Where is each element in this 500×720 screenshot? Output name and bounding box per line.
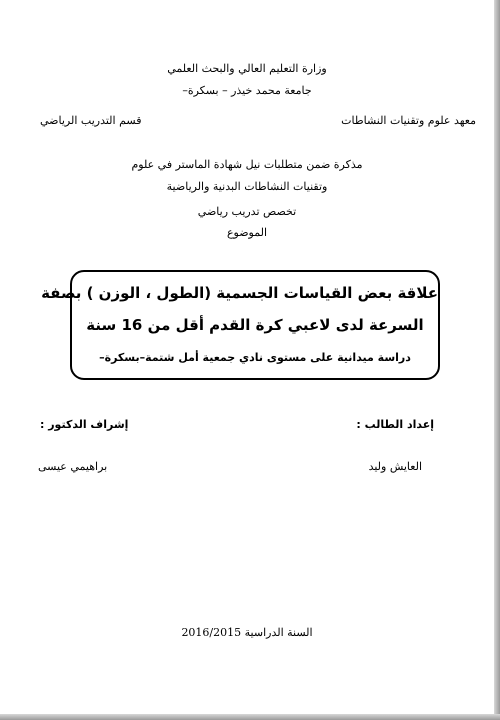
thesis-field-study: دراسة ميدانية على مستوى نادي جمعية أمل شتمة–بسكرة– — [99, 351, 411, 364]
institute-name: معهد علوم وتقنيات النشاطات — [341, 114, 476, 127]
department-name: قسم التدريب الرياضي — [40, 114, 142, 127]
thesis-title-line-1: علاقة بعض القياسات الجسمية (الطول ، الوزن ) بصفة — [41, 284, 438, 302]
specialty: تخصص تدريب رياضي — [197, 205, 297, 218]
thesis-title-box — [41, 270, 440, 380]
ministry-name: وزارة التعليم العالي والبحث العلمي — [167, 62, 327, 75]
university-name: جامعة محمد خيذر – بسكرة– — [182, 84, 312, 97]
student-name: العايش وليد — [368, 460, 422, 473]
thesis-requirement-line-1: مذكرة ضمن متطلبات نيل شهادة الماستر في علوم — [131, 158, 363, 171]
subject-label: الموضوع — [226, 226, 268, 239]
student-label: إعداد الطالب : — [356, 418, 434, 431]
supervisor-name: براهيمي عيسى — [38, 460, 108, 473]
supervisor-label: إشراف الدكتور : — [40, 418, 129, 431]
page-shadow-bottom — [0, 714, 500, 720]
page-shadow-right — [494, 0, 500, 720]
thesis-requirement-line-2: وتقنيات النشاطات البدنية والرياضية — [166, 180, 328, 193]
academic-year: السنة الدراسية 2016/2015 — [181, 626, 313, 639]
thesis-title-line-2: السرعة لدى لاعبي كرة القدم أقل من 16 سنة — [86, 316, 424, 334]
